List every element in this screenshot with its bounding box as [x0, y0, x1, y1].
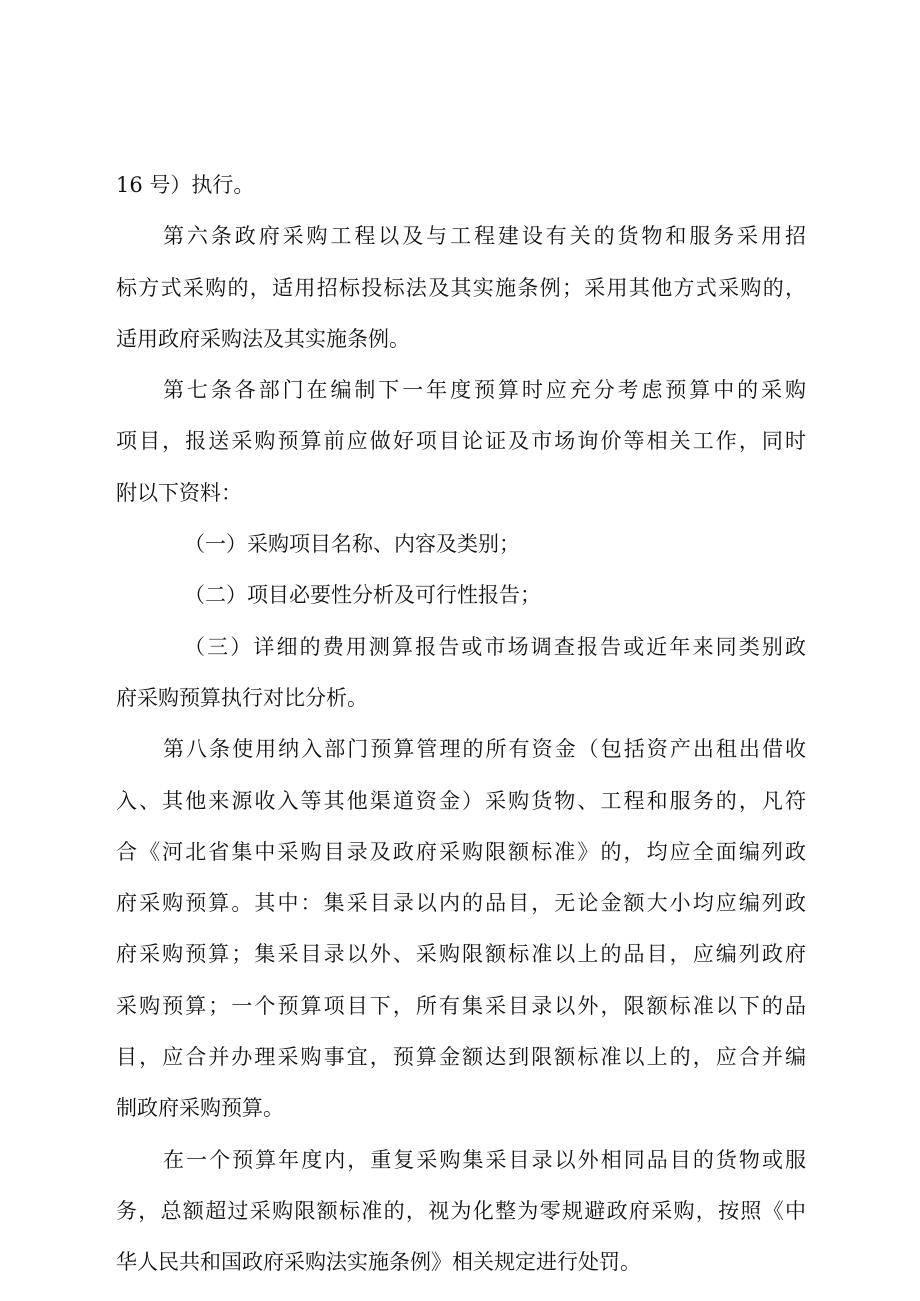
text-line: 制政府采购预算。	[116, 1096, 284, 1121]
text-line: 合《河北省集中采购目录及政府采购限额标准》的，均应全面编列政	[116, 839, 806, 864]
text-line: 务，总额超过采购限额标准的，视为化整为零规避政府采购，按照《中	[116, 1198, 806, 1223]
document-body	[116, 160, 806, 1289]
text-line: 在一个预算年度内，重复采购集采目录以外相同品目的货物或服	[163, 1147, 806, 1172]
text-line: 府采购预算执行对比分析。	[116, 685, 368, 710]
text-line: 第七条各部门在编制下一年度预算时应充分考虑预算中的采购	[163, 378, 806, 403]
text-line: 项目，报送采购预算前应做好项目论证及市场询价等相关工作，同时	[116, 429, 806, 454]
text-line: 采购预算；一个预算项目下，所有集采目录以外，限额标准以下的品	[116, 993, 806, 1018]
text-line: 16 号）执行。	[116, 173, 255, 197]
text-line: （二）项目必要性分析及可行性报告；	[184, 583, 541, 608]
text-line: 目，应合并办理采购事宜，预算金额达到限额标准以上的，应合并编	[116, 1045, 806, 1070]
text-line: 第八条使用纳入部门预算管理的所有资金（包括资产出租出借收	[163, 737, 806, 762]
text-line: 府采购预算。其中：集采目录以内的品目，无论金额大小均应编列政	[116, 891, 806, 916]
text-line: （三）详细的费用测算报告或市场调查报告或近年来同类别政	[184, 634, 806, 659]
text-line: 华人民共和国政府采购法实施条例》相关规定进行处罚。	[116, 1250, 641, 1275]
text-line: 府采购预算；集采目录以外、采购限额标准以上的品目，应编列政府	[116, 942, 806, 967]
text-line: 标方式采购的，适用招标投标法及其实施条例；采用其他方式采购的，	[116, 275, 806, 300]
text-line: 入、其他来源收入等其他渠道资金）采购货物、工程和服务的，凡符	[116, 788, 806, 813]
text-line: （一）采购项目名称、内容及类别；	[184, 532, 520, 557]
text-line: 适用政府采购法及其实施条例。	[116, 326, 410, 351]
text-line: 第六条政府采购工程以及与工程建设有关的货物和服务采用招	[163, 224, 806, 249]
text-line: 附以下资料：	[116, 480, 242, 505]
